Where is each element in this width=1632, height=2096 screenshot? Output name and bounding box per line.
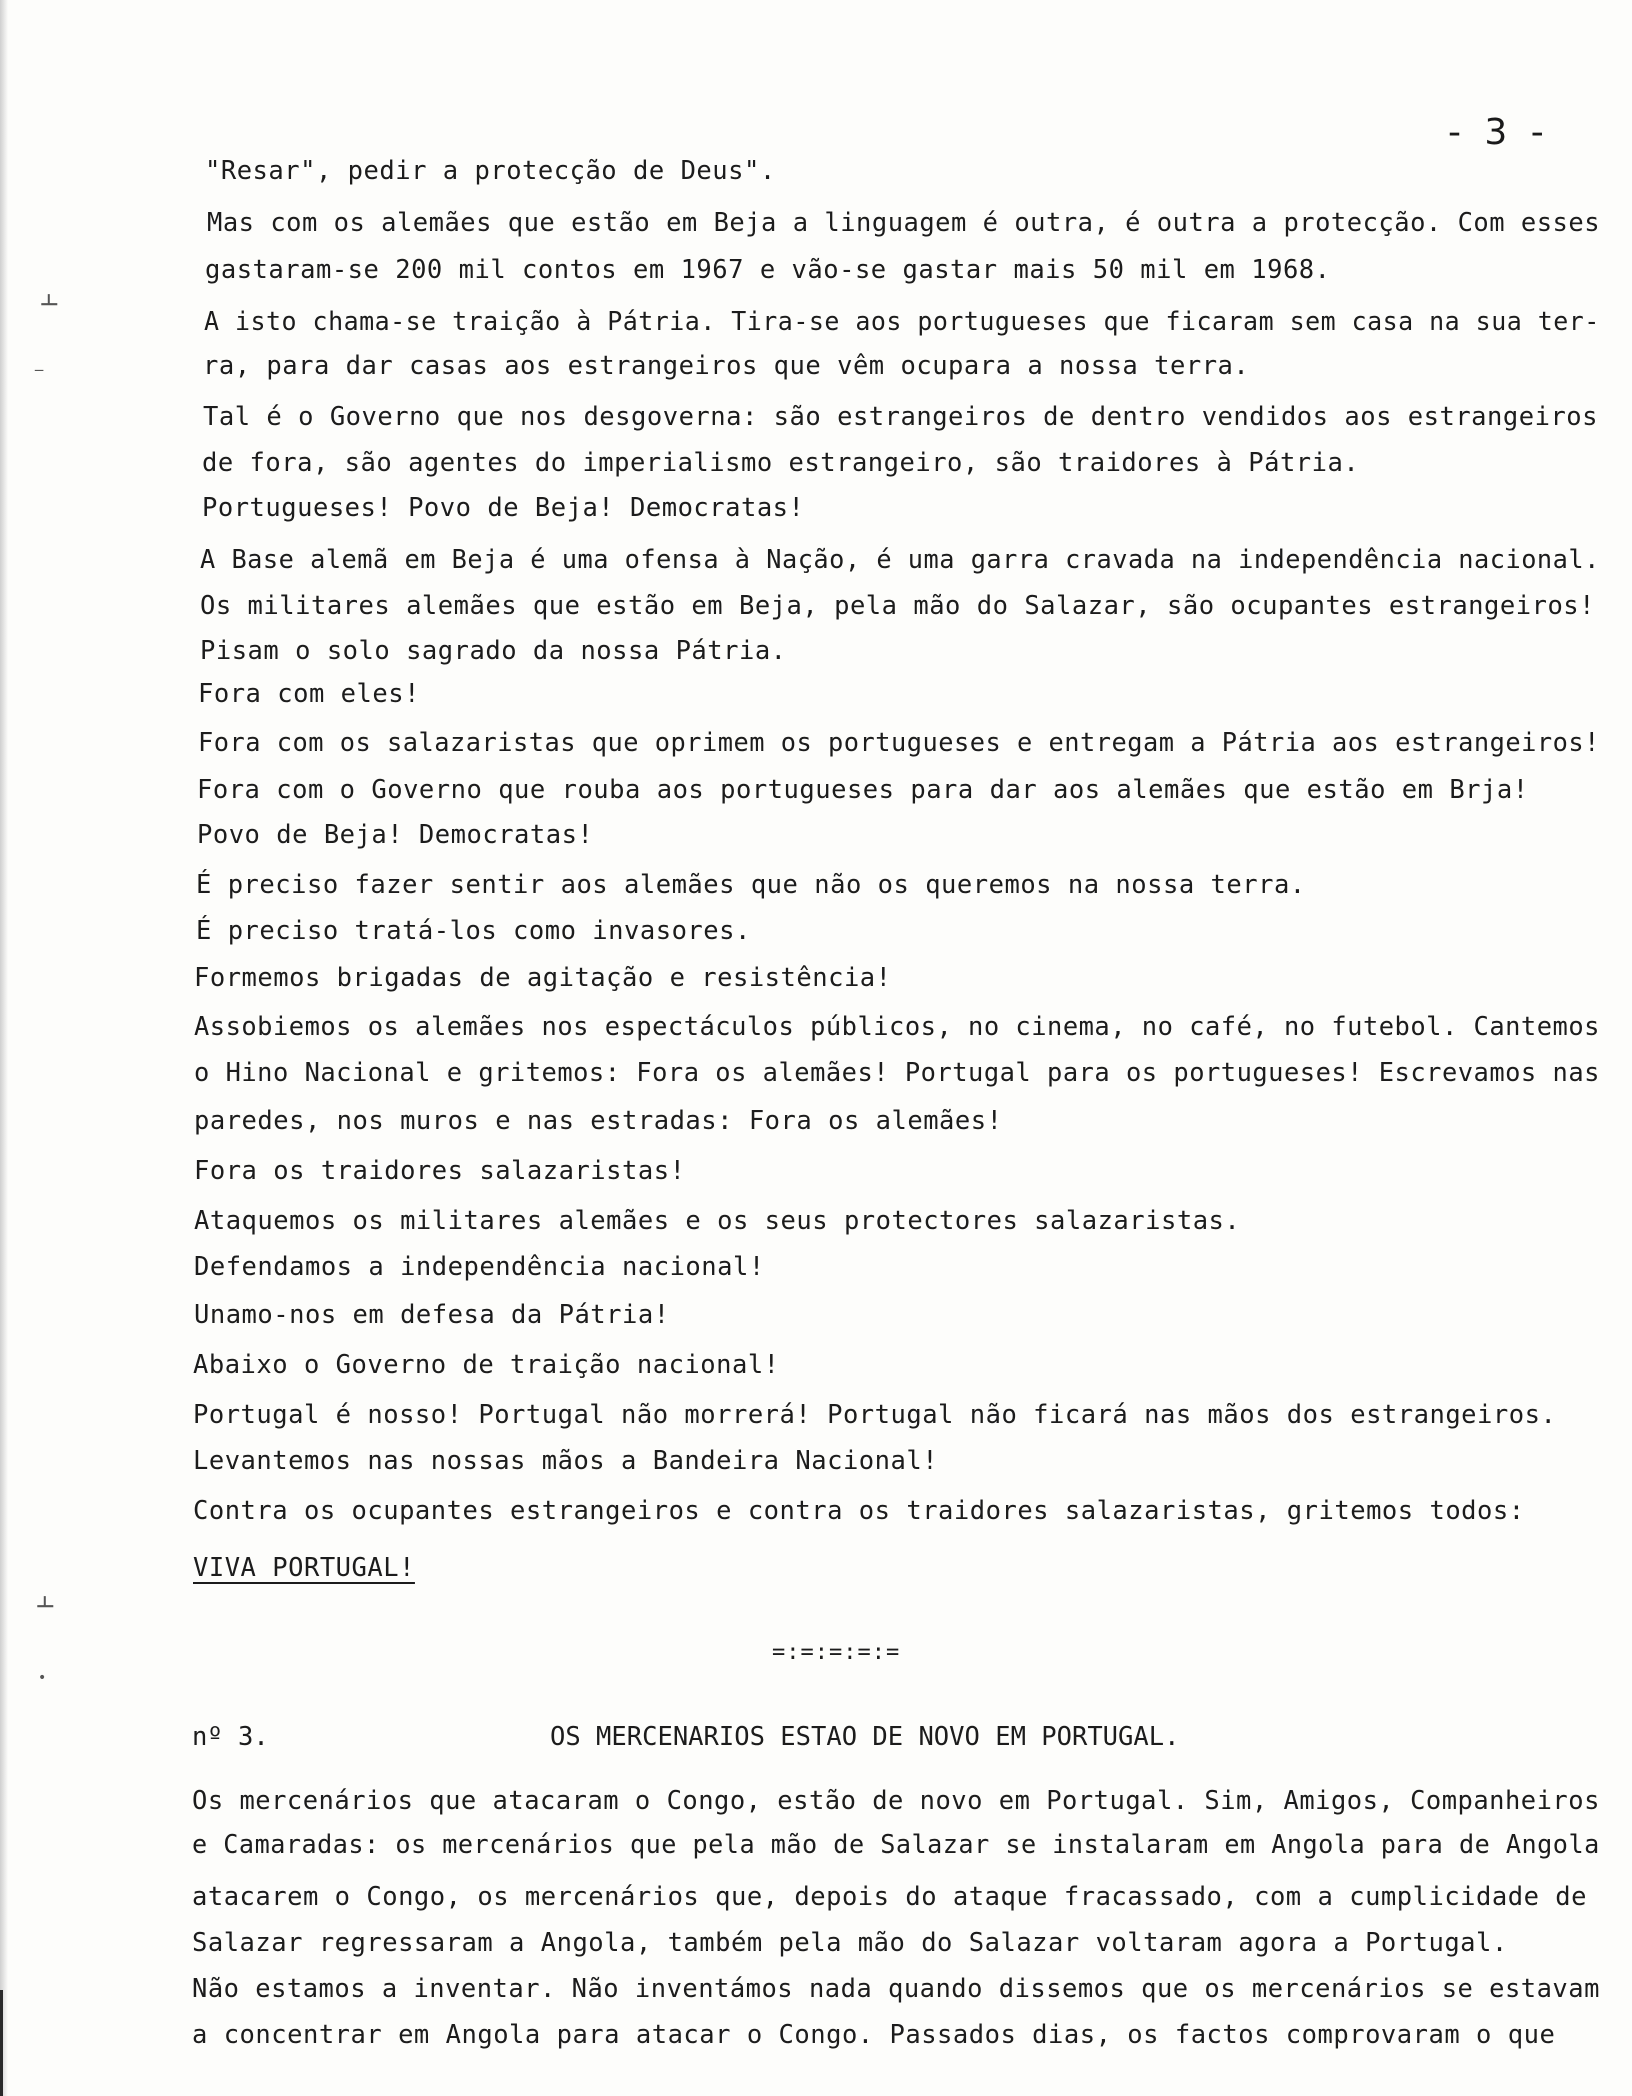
text-line: Levantemos nas nossas mãos a Bandeira Nacional! bbox=[193, 1446, 939, 1476]
text-line: ra, para dar casas aos estrangeiros que vêm ocupara a nossa terra. bbox=[203, 351, 1250, 381]
margin-dash-mark: ‒ bbox=[34, 360, 45, 379]
closing-slogan: VIVA PORTUGAL! bbox=[193, 1553, 415, 1583]
text-line: Defendamos a independência nacional! bbox=[194, 1252, 765, 1282]
scan-left-edge bbox=[0, 0, 8, 2096]
text-line: Fora com o Governo que rouba aos portugueses para dar aos alemães que estão em Brja! bbox=[197, 775, 1529, 805]
text-line: Fora com os salazaristas que oprimem os portugueses e entregam a Pátria aos estrangeiros! bbox=[198, 728, 1600, 758]
text-line: A isto chama-se traição à Pátria. Tira-se aos portugueses que ficaram sem casa na sua ter- bbox=[204, 307, 1600, 337]
text-line: Fora com eles! bbox=[198, 679, 420, 709]
punch-hole-mark: ⫠ bbox=[40, 278, 59, 313]
text-line: Salazar regressaram a Angola, também pela mão do Salazar voltaram agora a Portugal. bbox=[192, 1928, 1508, 1958]
text-line: Portugal é nosso! Portugal não morrerá! Portugal não ficará nas mãos dos estrangeiros. bbox=[193, 1400, 1557, 1430]
text-line: Os mercenários que atacaram o Congo, estão de novo em Portugal. Sim, Amigos, Companheiros bbox=[192, 1786, 1600, 1816]
section-number: nº 3. bbox=[192, 1722, 269, 1752]
text-line: Assobiemos os alemães nos espectáculos públicos, no cinema, no café, no futebol. Cantemos bbox=[194, 1012, 1600, 1042]
text-line: de fora, são agentes do imperialismo estrangeiro, são traidores à Pátria. bbox=[202, 448, 1360, 478]
text-line: Não estamos a inventar. Não inventámos nada quando dissemos que os mercenários se estavam bbox=[192, 1974, 1600, 2004]
text-line: Ataquemos os militares alemães e os seus protectores salazaristas. bbox=[194, 1206, 1241, 1236]
text-line: Portugueses! Povo de Beja! Democratas! bbox=[202, 493, 805, 523]
text-line: a concentrar em Angola para atacar o Congo. Passados dias, os factos comprovaram o que bbox=[192, 2020, 1556, 2050]
text-line: Povo de Beja! Democratas! bbox=[197, 820, 594, 850]
text-line: Fora os traidores salazaristas! bbox=[194, 1156, 686, 1186]
text-line: "Resar", pedir a protecção de Deus". bbox=[205, 156, 776, 186]
text-line: Unamo-nos em defesa da Pátria! bbox=[194, 1300, 670, 1330]
text-line: Pisam o solo sagrado da nossa Pátria. bbox=[200, 636, 787, 666]
margin-dot-mark: • bbox=[38, 1670, 47, 1686]
text-line: o Hino Nacional e gritemos: Fora os alemães! Portugal para os portugueses! Escrevamos nas bbox=[194, 1058, 1600, 1088]
section-title: OS MERCENARIOS ESTAO DE NOVO EM PORTUGAL. bbox=[550, 1722, 1180, 1752]
page-number: - 3 - bbox=[1448, 112, 1550, 153]
text-line: Os militares alemães que estão em Beja, pela mão do Salazar, são ocupantes estrangeiros! bbox=[200, 591, 1596, 621]
punch-hole-mark: ⫠ bbox=[36, 1580, 55, 1615]
section-separator: =:=:=:=:= bbox=[772, 1640, 901, 1665]
text-line: atacarem o Congo, os mercenários que, depois do ataque fracassado, com a cumplicidade de bbox=[192, 1882, 1588, 1912]
text-line: paredes, nos muros e nas estradas: Fora os alemães! bbox=[194, 1106, 1003, 1136]
text-line: A Base alemã em Beja é uma ofensa à Nação, é uma garra cravada na independência nacional. bbox=[200, 545, 1600, 575]
text-line: Contra os ocupantes estrangeiros e contra os traidores salazaristas, gritemos todos: bbox=[193, 1496, 1525, 1526]
text-line: Formemos brigadas de agitação e resistência! bbox=[194, 963, 892, 993]
text-line: e Camaradas: os mercenários que pela mão de Salazar se instalaram em Angola para de Angola bbox=[192, 1830, 1600, 1860]
text-line: Abaixo o Governo de traição nacional! bbox=[193, 1350, 780, 1380]
text-line: Mas com os alemães que estão em Beja a linguagem é outra, é outra a protecção. Com esses bbox=[207, 208, 1601, 238]
text-line: É preciso tratá-los como invasores. bbox=[196, 916, 751, 946]
text-line: gastaram-se 200 mil contos em 1967 e vão-se gastar mais 50 mil em 1968. bbox=[205, 255, 1331, 285]
text-line: Tal é o Governo que nos desgoverna: são estrangeiros de dentro vendidos aos estrangeiros bbox=[203, 402, 1599, 432]
scan-edge-line bbox=[0, 1990, 3, 2096]
text-line: É preciso fazer sentir aos alemães que não os queremos na nossa terra. bbox=[196, 870, 1306, 900]
